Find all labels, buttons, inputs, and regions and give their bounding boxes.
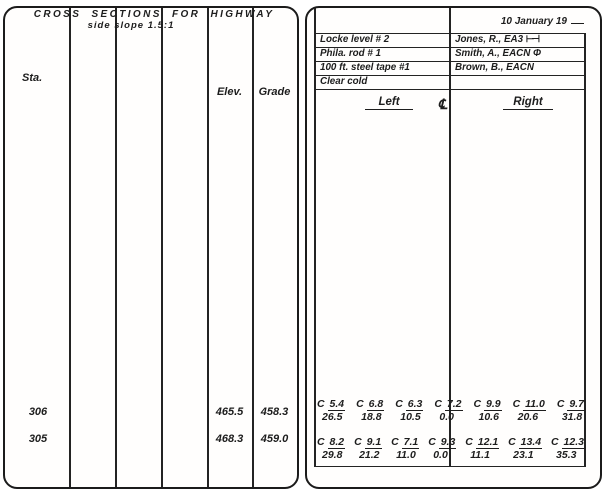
reading: [356, 398, 384, 423]
reading: [474, 398, 502, 423]
cut-value: 6.3: [407, 398, 423, 410]
level-symbol: ⊢⊣: [525, 34, 537, 45]
cut-value: 8.2: [329, 436, 345, 448]
cut-value: 6.8: [368, 398, 384, 410]
crew-member: [455, 62, 583, 73]
cut-value: 9.3: [440, 436, 456, 448]
distance-value: 29.8: [322, 448, 343, 461]
distance-value: 10.5: [400, 410, 421, 423]
rod-symbol: Φ: [533, 48, 542, 59]
cut-letter: C: [356, 398, 364, 410]
table-line: [314, 89, 586, 90]
column-line-1: [69, 8, 71, 487]
page-title: CROSS SECTIONS FOR HIGHWAY: [33, 9, 275, 20]
cut-value: 7.1: [403, 436, 419, 448]
distance-value: 0.0: [439, 410, 454, 423]
cut-value: 9.7: [569, 398, 584, 410]
cut-letter: C: [395, 398, 403, 410]
cut-letter: C: [512, 398, 521, 410]
distance-value: 26.5: [322, 410, 343, 423]
crew-name: Jones, R., EA3: [455, 34, 524, 45]
column-line-3: [161, 8, 163, 487]
equipment-item: 100 ft. steel tape #1: [320, 62, 410, 73]
date: [501, 14, 584, 27]
distance-value: 0.0: [433, 448, 448, 461]
station-value: 305: [28, 432, 48, 445]
distance-value: 11.0: [396, 448, 416, 461]
grade-column-header: Grade: [258, 86, 291, 98]
crew-member: [455, 48, 583, 59]
distance-value: 11.1: [470, 448, 490, 461]
reading: [395, 398, 423, 423]
cut-letter: C: [551, 436, 559, 448]
cut-letter: C: [434, 398, 442, 410]
elev-value: 465.5: [215, 406, 244, 418]
page-subtitle: side slope 1.5:1: [87, 20, 175, 31]
cut-value: 11.0: [525, 398, 545, 410]
cross-section-row-305: [317, 436, 585, 461]
distance-value: 31.8: [561, 410, 583, 423]
reading: [391, 436, 419, 461]
reading: [557, 398, 585, 423]
equipment-item: Phila. rod # 1: [320, 48, 381, 59]
station-value: 306: [28, 406, 48, 418]
reading: [354, 436, 382, 461]
reading-centerline: [428, 436, 456, 461]
right-side-header: Right: [503, 96, 553, 110]
cut-letter: C: [556, 398, 565, 410]
cut-value: 9.9: [486, 398, 501, 410]
distance-value: 10.6: [478, 410, 499, 423]
cut-value: 12.3: [563, 436, 584, 448]
elev-column-header: Elev.: [216, 86, 243, 98]
cross-section-row-306: [317, 398, 585, 423]
distance-value: 21.2: [359, 448, 380, 461]
column-line-2: [115, 8, 117, 487]
cut-letter: C: [354, 436, 362, 448]
distance-value: 18.8: [361, 410, 382, 423]
cut-letter: C: [473, 398, 482, 410]
crew-name: Smith, A., EACN: [455, 48, 531, 59]
distance-value: 35.3: [556, 448, 577, 461]
right-page: [305, 6, 602, 489]
distance-value: 20.6: [517, 410, 539, 423]
year-blank: [571, 14, 584, 24]
reading: [317, 436, 345, 461]
grade-value: 458.3: [260, 406, 289, 418]
date-text: 10 January 19: [500, 16, 567, 27]
left-margin-line: [314, 8, 316, 467]
cut-value: 12.1: [477, 436, 499, 448]
station-column-header: Sta.: [22, 72, 43, 84]
left-side-header: Left: [365, 96, 413, 110]
distance-value: 23.1: [513, 448, 534, 461]
cut-value: 13.4: [520, 436, 542, 448]
reading: [317, 398, 345, 423]
cut-letter: C: [428, 436, 436, 448]
reading: [513, 398, 546, 423]
cut-letter: C: [317, 436, 325, 448]
weather-note: Clear cold: [320, 76, 368, 87]
left-page: [3, 6, 299, 489]
cut-letter: C: [317, 398, 325, 410]
crew-name: Brown, B., EACN: [455, 62, 534, 73]
reading: [508, 436, 542, 461]
crew-member: [455, 34, 583, 45]
reading-centerline: [434, 398, 462, 423]
cut-letter: C: [508, 436, 516, 448]
cut-letter: C: [465, 436, 473, 448]
cut-letter: C: [391, 436, 399, 448]
centerline-symbol: ℄: [438, 96, 447, 112]
cut-value: 5.4: [329, 398, 345, 410]
equipment-item: Locke level # 2: [320, 34, 390, 45]
cut-value: 7.2: [446, 398, 462, 410]
reading: [465, 436, 499, 461]
cut-value: 9.1: [366, 436, 382, 448]
bottom-rule: [314, 466, 586, 467]
grade-value: 459.0: [260, 432, 289, 445]
reading: [551, 436, 585, 461]
elev-value: 468.3: [215, 432, 244, 445]
